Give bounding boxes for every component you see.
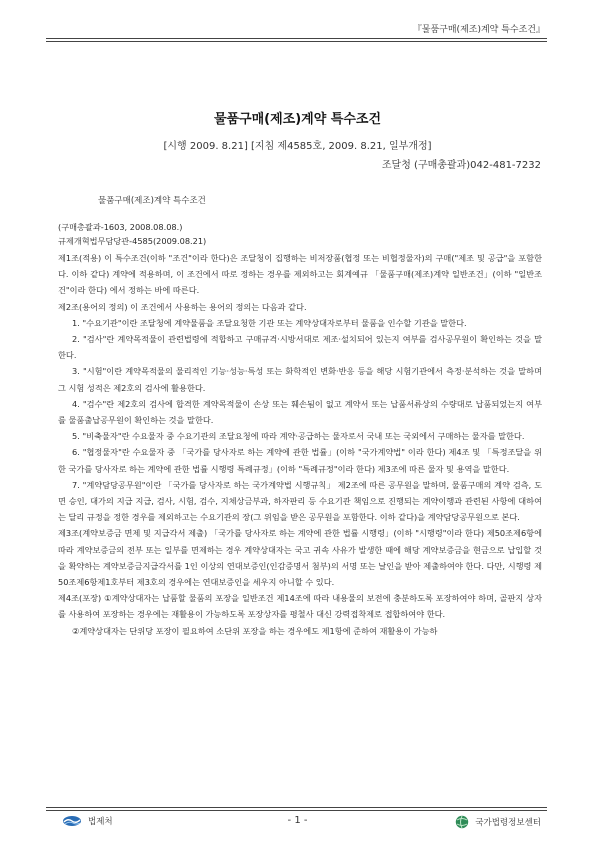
article-2: 제2조(용어의 정의) 이 조건에서 사용하는 용어의 정의는 다음과 같다. (58, 301, 307, 312)
definition-item-4: 4. "검수"란 제2호의 검사에 합격한 계약목적물이 손상 또는 훼손됨이 없고 계약서 또는 납품서류상의 수량대로 납품되었는지 여부를 물품출납공무원이 확인하는 것을 말한다. (58, 398, 542, 426)
definition-item-7: 7. "계약담당공무원"이란 「국가를 당사자로 하는 국가계약법 시행규칙」 제2조에 따른 공무원을 말하며, 물품구매의 계약 검측, 도면 승인, 대가의 지급 지급, 검사, 시험, 검수, 지체상금부과, 하자판리 등 수요기관 책임으로 진행되는 계약이행과 관련된 사항에 대하여는 달리 규정을 정한 경우를 제외하고는 수요기관의 장(그 위임을 받은 공무원을 포함한다. 이하 같다)을 계약담당공무원으로 본다. (58, 479, 542, 523)
footer-right-label: 국가법령정보센터 (475, 818, 541, 828)
page-footer (0, 813, 595, 833)
definition-item-1: 1. "수요기관"이란 조달청에 계약물품을 조달요청한 기관 또는 계약상대자로부터 물품을 인수할 기관을 말한다. (72, 317, 467, 328)
document-subject: 물품구매(제조)계약 특수조건 (98, 196, 206, 206)
contact-info: 조달청 (구매총괄과)042-481-7232 (381, 160, 541, 171)
article-1: 제1조(적용) 이 특수조건(이하 "조건"이라 한다)은 조달청이 집행하는 비저장품(협정 또는 비협정물자)의 구매("제조 및 공급"을 포함한다. 이하 같다) 계약에 적용하며, 이 조건에서 따로 정하는 경우를 제외하고는 회계예규 「물품구매(제조)계약 일반조건」(이하 "일반조건"이라 한다) 에서 정하는 바에 따른다. (58, 253, 542, 296)
reference-line: (구매총괄과-1603, 2008.08.08.) (58, 222, 183, 232)
article-4: 제4조(포장) ①계약상대자는 납품할 물품의 포장을 일반조건 제14조에 따라 내용물의 보전에 충분하도록 포장하여야 하며, 골판지 상자를 사용하여 포장하는 경우에는 재활용이 가능하도록 포장상자를 평철사 대신 강력접착제로 접합하여야 한다. (58, 593, 542, 620)
article-3: 제3조(계약보증금 면제 및 지급각서 제출) 「국가를 당사자로 하는 계약에 관한 법률 시행령」(이하 "시행령"이라 한다) 제50조제6항에 따라 계약보증금의 전부 또는 일부를 면제하는 경우 계약상대자는 국고 귀속 사유가 발생한 때에 해당 계약보증금을 현금으로 납입할 것을 확약하는 계약보증금지급각서를 1인 이상의 연대보증인(인감증명서 첨부)의 서명 또는 날인을 받아 제출하여야 한다. 다만, 시행령 제50조제6항제1호부터 제3호의 경우에는 연대보증인을 세우지 아니할 수 있다. (58, 528, 542, 588)
revision-info: [시행 2009. 8.21] [지침 제4585호, 2009. 8.21, 일부개정] (163, 141, 432, 152)
definition-item-2: 2. "검사"란 계약목적물이 관련법령에 적합하고 구매규격·시방서대로 제조·설치되어 있는지 여부를 검사공무원이 확인하는 것을 말한다. (58, 334, 542, 361)
footer-rule (46, 807, 547, 811)
definition-item-5: 5. "비축물자"란 수요물자 중 수요기관의 조달요청에 따라 계약·공급하는 물자로서 국내 또는 국외에서 구매하는 물자를 말한다. (72, 431, 525, 442)
header-rule (46, 38, 547, 42)
definition-item-6: 6. "협정물자"란 수요물자 중 「국가를 당사자로 하는 계약에 관한 법률」(이하 "국가계약법" 이라 한다) 제4조 및 「특정조달을 위한 국가를 당사자로 하는 계약에 관한 법률 시행령 특례규정」(이하 "특례규정"이라 한다) 제3조에 따른 물자 및 용역을 말한다. (58, 447, 542, 474)
page-number: - 1 - (287, 815, 308, 826)
article-4-clause-2: ②계약상대자는 단위당 포장이 필요하여 소단위 포장을 하는 경우에도 제1항에 준하여 재활용이 가능하 (72, 625, 438, 636)
globe-logo-icon (455, 815, 469, 829)
footer-left-label: 법제처 (88, 817, 113, 827)
footer-right (455, 815, 541, 829)
definition-item-3: 3. "시험"이란 계약목적물의 물리적인 기능·성능·특성 또는 화학적인 변화·반응 등을 해당 시험기관에서 측정·분석하는 것을 말하며 그 시험 성적은 제2호의 검사에 활용한다. (58, 366, 542, 393)
document-title: 물품구매(제조)계약 특수조건 (213, 112, 382, 127)
document-body (58, 220, 542, 639)
reference-line: 규제개혁법무담당관-4585(2009.08.21) (58, 236, 207, 246)
running-header: 『물품구매(제조)계약 특수조건』 (412, 25, 545, 35)
